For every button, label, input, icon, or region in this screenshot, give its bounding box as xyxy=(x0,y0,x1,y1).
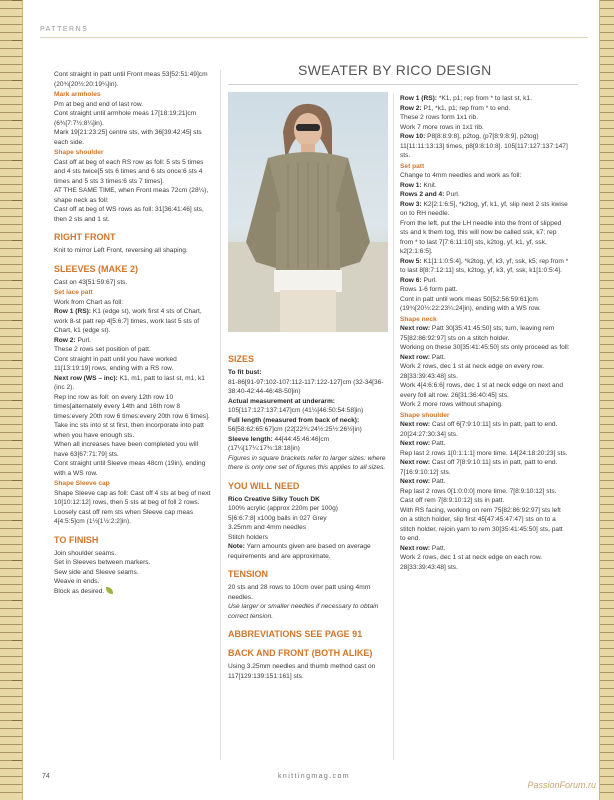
instruction-paragraph xyxy=(400,295,570,314)
instruction-paragraph xyxy=(400,285,570,295)
instruction-text: Cast off rem 7[8:9:10:12] sts in patt. xyxy=(400,497,505,504)
instruction-text: Rep last 2 rows 1[0:1:1:1] more time. 14[24:18:20:23] sts. xyxy=(400,449,568,457)
instruction-paragraph xyxy=(54,508,214,527)
instruction-text: *K1, p1; rep from * to last st, k1. xyxy=(437,95,532,102)
instruction-label: Row 10: xyxy=(400,133,426,140)
instruction-text: Knit. xyxy=(421,181,437,189)
instruction-text: Sew side and Sleeve seams. xyxy=(54,568,139,576)
instruction-text: 81-86[91-97:102-107:112-117:122-127]cm (32-34[36-38:40-42:44-46:48-50]in) xyxy=(228,378,384,395)
instruction-paragraph xyxy=(400,324,570,343)
instruction-text: Set lace patt xyxy=(54,289,93,296)
instruction-paragraph xyxy=(54,70,214,89)
instruction-text: Weave in ends. xyxy=(54,578,100,585)
instruction-text: Patt. xyxy=(430,478,446,485)
instruction-paragraph xyxy=(54,278,214,288)
instruction-text: Figures in square brackets refer to larger sizes: where there is only one set of figures this applies to all sizes. xyxy=(228,454,386,471)
instruction-label: To fit bust: xyxy=(228,369,262,376)
instruction-text: K1, m1, patt to last st, m1, k1 (inc 2). xyxy=(54,374,205,391)
instruction-text: Rep inc row as foll: on every 12th row 10 times[alternately every 14th and 16th row 8 times:every 20th row 6 times:every 20th row 6 times]. Take inc sts into st st first, then incorporate into patt when you have enough sts. xyxy=(54,393,210,439)
instruction-text: Work 2 more rows without shaping. xyxy=(400,401,503,408)
instruction-text: Cast off at beg of WS rows as foll: 31[36:41:46] sts, then 2 sts and 1 st. xyxy=(54,206,204,223)
instruction-paragraph xyxy=(400,276,570,286)
instruction-text: TO FINISH xyxy=(54,534,99,545)
instruction-paragraph xyxy=(400,496,570,506)
instruction-text: Work 4[4:6:6:6] rows, dec 1 st at neck edge on next and every foll alt row. 26[31:36:40:45] sts. xyxy=(400,382,563,399)
instruction-paragraph xyxy=(54,298,214,308)
instruction-text: Set patt xyxy=(400,162,425,170)
instruction-paragraph xyxy=(400,553,570,572)
instruction-paragraph xyxy=(228,435,388,454)
instruction-text: These 2 rows set position of patt. xyxy=(54,346,151,353)
instruction-text: With RS facing, working on rem 75[82:86:92:97] sts left on a stitch holder, slip first 45[47:45:47:47] sts on to a stitch holder, rejoin yarn to rem 30[35:41:45:50] sts, patt to end. xyxy=(400,506,563,542)
instruction-text: YOU WILL NEED xyxy=(228,480,300,491)
section-heading xyxy=(228,569,388,580)
section-divider xyxy=(40,37,588,38)
instruction-text: Mark 19[21:23:25] centre sts, with 36[39:42:45] sts each side. xyxy=(54,129,202,146)
instruction-label: Rows 2 and 4: xyxy=(400,191,445,198)
instruction-label: Rico Creative Silky Touch DK xyxy=(228,495,320,503)
leaf-icon xyxy=(106,587,113,594)
instruction-text: Cont straight in patt until Front meas 53[52:51:49]cm (20¾[20½:20:19¼]in). xyxy=(54,71,208,88)
instruction-paragraph xyxy=(228,542,388,561)
sub-heading xyxy=(400,411,570,421)
instruction-text: Knit to mirror Left Front, reversing all shaping. xyxy=(54,247,188,254)
instruction-paragraph xyxy=(54,307,214,336)
instruction-label: Next row: xyxy=(400,353,431,361)
instruction-text: BACK AND FRONT (BOTH ALIKE) xyxy=(228,648,373,658)
instruction-paragraph xyxy=(228,514,388,524)
instruction-text: Patt. xyxy=(430,353,446,361)
instruction-label: Row 2: xyxy=(400,104,422,112)
instruction-text: Rep last 2 rows 0[1:0:0:0] more time. 7[8:9:10:12] sts. xyxy=(400,487,557,495)
instruction-paragraph xyxy=(400,506,570,544)
instruction-paragraph xyxy=(228,378,388,397)
instruction-text: Purl. xyxy=(444,191,460,198)
instruction-paragraph xyxy=(54,109,214,128)
instruction-paragraph xyxy=(400,458,570,477)
sub-heading xyxy=(54,90,214,100)
instruction-text: 3.25mm and 4mm needles xyxy=(228,524,307,531)
instruction-text: Cast off 7[8:9:10:11] sts in patt, patt to end. 7[16:9:10:12] sts. xyxy=(400,459,558,476)
instruction-text: These 2 rows form 1x1 rib. xyxy=(400,114,479,121)
instruction-text: 20 sts and 28 rows to 10cm over patt using 4mm needles. xyxy=(228,584,371,601)
instruction-text: Work 7 more rows in 1x1 rib. xyxy=(400,123,484,131)
instruction-paragraph xyxy=(400,362,570,381)
instruction-paragraph xyxy=(400,400,570,410)
instruction-text: Work 2 rows, dec 1 st at neck edge on every row. 28[33:39:43:48] sts. xyxy=(400,363,544,380)
instruction-paragraph xyxy=(54,100,214,110)
instruction-text: 100% acrylic (approx 220m per 100g) xyxy=(228,505,338,512)
sub-heading xyxy=(54,288,214,298)
instruction-paragraph xyxy=(54,374,214,393)
instruction-paragraph xyxy=(400,190,570,200)
instruction-text: Cont straight until armhole meas 17[18:19:21]cm (6¾[7:7½:8¼]in). xyxy=(54,110,197,127)
section-tag: PATTERNS xyxy=(40,26,89,33)
instruction-label: Next row: xyxy=(400,325,431,332)
instruction-text: Cont straight until Sleeve meas 48cm (19in), ending with a WS row. xyxy=(54,460,206,477)
instruction-text: Yarn amounts given are based on average requirements and are approximate. xyxy=(228,543,371,560)
sub-heading xyxy=(400,315,570,325)
instruction-paragraph xyxy=(400,353,570,363)
instruction-text: Loosely cast off rem sts when Sleeve cap meas 4[4:5:5]cm (1½[1½:2:2]in). xyxy=(54,508,194,525)
column-divider-1 xyxy=(220,70,221,760)
instruction-text: Cont in patt until work meas 50[52:56:59:61]cm (19¾[20½:22:23¼:24]in), ending with a WS row. xyxy=(400,295,541,312)
instruction-text: Cast off 6[7:9:10:11] sts in patt, patt to end. 20[24:27:30:34] sts. xyxy=(400,421,558,438)
instruction-text: K1[1:1:0:5:4], *k2tog, yf, k3, yf, ssk, k5; rep from * to last 8[8:7:12:11] sts, k2tog, yf, k3, yf, ssk, k1[1:0:5:4]. xyxy=(400,257,569,274)
instruction-text: P8[8:8:9:8], p2tog, (p7[8:9:8:9], p2tog) 11[11:11:13:13] times, p8[9:8:10:8]. 105[117:127:137:147] sts. xyxy=(400,133,568,159)
section-heading xyxy=(228,481,388,492)
instruction-paragraph xyxy=(400,449,570,459)
instruction-text: Cast off at beg of each RS row as foll: 5 sts 5 times and 4 sts twice[5 sts 6 times and 6 sts once:6 sts 4 times and 5 sts 3 times:6 sts 7 times]. xyxy=(54,158,204,185)
section-heading xyxy=(54,264,214,275)
instruction-paragraph xyxy=(54,345,214,355)
instruction-label: Actual measurement at underarm: xyxy=(228,397,335,405)
instruction-text: Mark armholes xyxy=(54,91,101,98)
instruction-paragraph xyxy=(228,504,388,514)
instruction-text: 5[6:6:7:8] x100g balls in 027 Grey xyxy=(228,514,327,522)
instruction-text: Stitch holders xyxy=(228,533,268,541)
instruction-paragraph xyxy=(54,587,214,597)
footer-url: knittingmag.com xyxy=(278,773,350,780)
instruction-text: Patt. xyxy=(430,440,446,447)
instruction-paragraph xyxy=(228,495,388,505)
instruction-paragraph xyxy=(228,368,388,378)
watermark: PassionForum.ru xyxy=(527,780,596,790)
instruction-paragraph xyxy=(54,549,214,559)
instruction-paragraph xyxy=(400,171,570,181)
sub-heading xyxy=(400,162,570,172)
instruction-paragraph xyxy=(54,568,214,578)
instruction-text: Patt 30[35:41:45:50] sts; turn, leaving rem 75[82:86:92:97] sts on a stitch holder. xyxy=(400,325,555,342)
instruction-text: When all increases have been completed you will have 63[67:71:79] sts. xyxy=(54,441,199,458)
instruction-paragraph xyxy=(400,544,570,554)
instruction-text: RIGHT FRONT xyxy=(54,232,116,242)
instruction-paragraph xyxy=(54,158,214,187)
instruction-text: K2[2:1:6:5], *k2tog, yf, k1, yf, slip next 2 sts kwise on to RH needle. xyxy=(400,200,568,217)
instruction-label: Row 1 (RS): xyxy=(54,308,91,315)
instruction-paragraph xyxy=(228,533,388,543)
instruction-text: Pm at beg and end of last row. xyxy=(54,100,144,108)
instruction-text: 105[117:127:137:147]cm (41¼[46:50:54:58]in) xyxy=(228,407,364,414)
instruction-paragraph xyxy=(228,397,388,416)
instruction-paragraph xyxy=(400,132,570,161)
instruction-paragraph xyxy=(54,577,214,587)
instruction-text: Block as desired. xyxy=(54,587,105,595)
sub-heading xyxy=(54,479,214,489)
instruction-paragraph xyxy=(400,420,570,439)
instruction-paragraph xyxy=(228,523,388,533)
instruction-paragraph xyxy=(400,94,570,104)
instruction-paragraph xyxy=(400,381,570,400)
instruction-label: Next row: xyxy=(400,440,431,447)
instruction-paragraph xyxy=(400,487,570,497)
instruction-text: Work 2 rows, dec 1 st at neck edge on each row. 28[33:39:43:48] sts. xyxy=(400,554,543,571)
instruction-text: 56[58:62:65:67]cm (22[22¾:24½:25½:26½]in) xyxy=(228,426,362,433)
instruction-label: Next row: xyxy=(400,421,431,428)
instruction-label: Next row: xyxy=(400,544,431,552)
instruction-label: Row 1 (RS): xyxy=(400,95,437,102)
instruction-text: Shape neck xyxy=(400,315,437,323)
instruction-text: Cast on 43[51:59:67] sts. xyxy=(54,278,128,286)
instruction-label: Row 5: xyxy=(400,257,422,265)
instruction-paragraph xyxy=(54,336,214,346)
instruction-text: Patt. xyxy=(430,544,446,552)
instruction-text: ABBREVIATIONS SEE PAGE 91 xyxy=(228,629,363,639)
instruction-paragraph xyxy=(54,355,214,374)
instruction-text: TENSION xyxy=(228,569,269,579)
instruction-text: Shape Sleeve cap as foll: Cast off 4 sts at beg of next 10[10:12:12] rows, then 5 sts at beg of foll 2 rows. xyxy=(54,489,211,506)
instruction-text: SIZES xyxy=(228,354,255,364)
instruction-paragraph xyxy=(400,181,570,191)
section-heading xyxy=(228,629,388,640)
instruction-text: Change to 4mm needles and work as foll: xyxy=(400,172,522,179)
instruction-paragraph xyxy=(54,459,214,478)
instruction-text: Join shoulder seams. xyxy=(54,549,117,557)
instruction-paragraph xyxy=(54,558,214,568)
instruction-paragraph xyxy=(54,393,214,441)
instruction-paragraph xyxy=(54,489,214,508)
instruction-paragraph xyxy=(400,113,570,123)
instruction-label: Sleeve length: xyxy=(228,435,273,443)
sub-heading xyxy=(54,148,214,158)
note-paragraph xyxy=(228,602,388,621)
instruction-label: Row 1: xyxy=(400,181,422,189)
instruction-paragraph xyxy=(228,662,388,681)
instruction-text: Shape Sleeve cap xyxy=(54,480,110,487)
model-illustration xyxy=(228,92,388,332)
instruction-paragraph xyxy=(228,583,388,602)
instruction-label: Row 6: xyxy=(400,276,422,284)
instruction-paragraph xyxy=(400,439,570,449)
section-heading xyxy=(228,648,388,659)
instruction-label: Row 2: xyxy=(54,336,76,344)
instruction-paragraph xyxy=(54,205,214,224)
instruction-text: Using 3.25mm needles and thumb method cast on 117[129:139:151:161] sts. xyxy=(228,663,376,680)
instruction-text: Shape shoulder xyxy=(54,149,104,156)
title-rule xyxy=(228,84,578,85)
instruction-label: Next row: xyxy=(400,459,431,466)
instruction-label: Next row (WS – inc): xyxy=(54,374,118,382)
instruction-text: Use larger or smaller needles if necessary to obtain correct tension. xyxy=(228,603,379,620)
left-ruler xyxy=(0,0,23,800)
instruction-text: Purl. xyxy=(421,276,438,284)
column-left xyxy=(54,70,214,596)
instruction-paragraph xyxy=(400,219,570,257)
instruction-text: Set in Sleeves between markers. xyxy=(54,559,151,566)
instruction-text: Purl. xyxy=(75,336,92,344)
instruction-paragraph xyxy=(400,200,570,219)
instruction-paragraph xyxy=(400,477,570,487)
instruction-paragraph xyxy=(228,416,388,435)
instruction-paragraph xyxy=(400,123,570,133)
instruction-text: Working on these 30[35:41:45:50] sts only proceed as foll: xyxy=(400,344,570,351)
column-middle xyxy=(228,346,388,681)
instruction-text: Work from Chart as foll: xyxy=(54,298,124,306)
instruction-text: P1, *k1, p1; rep from * to end. xyxy=(421,104,511,112)
instruction-text: 44[44:45:46:46]cm (17¼[17¼:17¾:18:18]in) xyxy=(228,435,330,452)
column-right xyxy=(400,94,570,572)
instruction-paragraph xyxy=(54,440,214,459)
instruction-text: K1 (edge st), work first 4 sts of Chart, work 8-st patt rep 4[5:6:7] times, work last 5 sts of Chart, k1 (edge st). xyxy=(54,308,202,334)
instruction-text: Shape shoulder xyxy=(400,411,450,419)
note-paragraph xyxy=(228,454,388,473)
section-heading xyxy=(54,535,214,546)
instruction-text: Rows 1-6 form patt. xyxy=(400,286,458,293)
instruction-paragraph xyxy=(54,128,214,147)
page-number: 74 xyxy=(42,773,50,780)
pattern-title: SWEATER BY RICO DESIGN xyxy=(298,62,492,78)
instruction-paragraph xyxy=(54,186,214,205)
instruction-paragraph xyxy=(400,104,570,114)
instruction-text: From the left, put the LH needle into the front of slipped sts and k them tog, this will now be called ssk, k7; rep from * to last 7[7:6:11:10] sts, k2tog, yf, k1, yf, ssk, k2[2:1:6:5]. xyxy=(400,219,562,255)
right-ruler xyxy=(599,0,614,800)
column-divider-2 xyxy=(393,94,394,760)
instruction-label: Row 3: xyxy=(400,200,422,208)
instruction-text: AT THE SAME TIME, when Front meas 72cm (28¼), shape neck as foll: xyxy=(54,187,209,204)
instruction-paragraph xyxy=(400,257,570,276)
instruction-text: SLEEVES (MAKE 2) xyxy=(54,263,139,274)
instruction-text: Cont straight in patt until you have worked 11[13:19:19] rows, ending with a RS row. xyxy=(54,355,177,372)
instruction-paragraph xyxy=(54,246,214,256)
section-heading xyxy=(54,232,214,243)
sweater-photo xyxy=(228,92,388,332)
instruction-paragraph xyxy=(400,343,570,353)
instruction-label: Next row: xyxy=(400,478,431,485)
instruction-label: Note: xyxy=(228,543,245,550)
instruction-label: Full length (measured from back of neck): xyxy=(228,416,360,424)
section-heading xyxy=(228,354,388,365)
